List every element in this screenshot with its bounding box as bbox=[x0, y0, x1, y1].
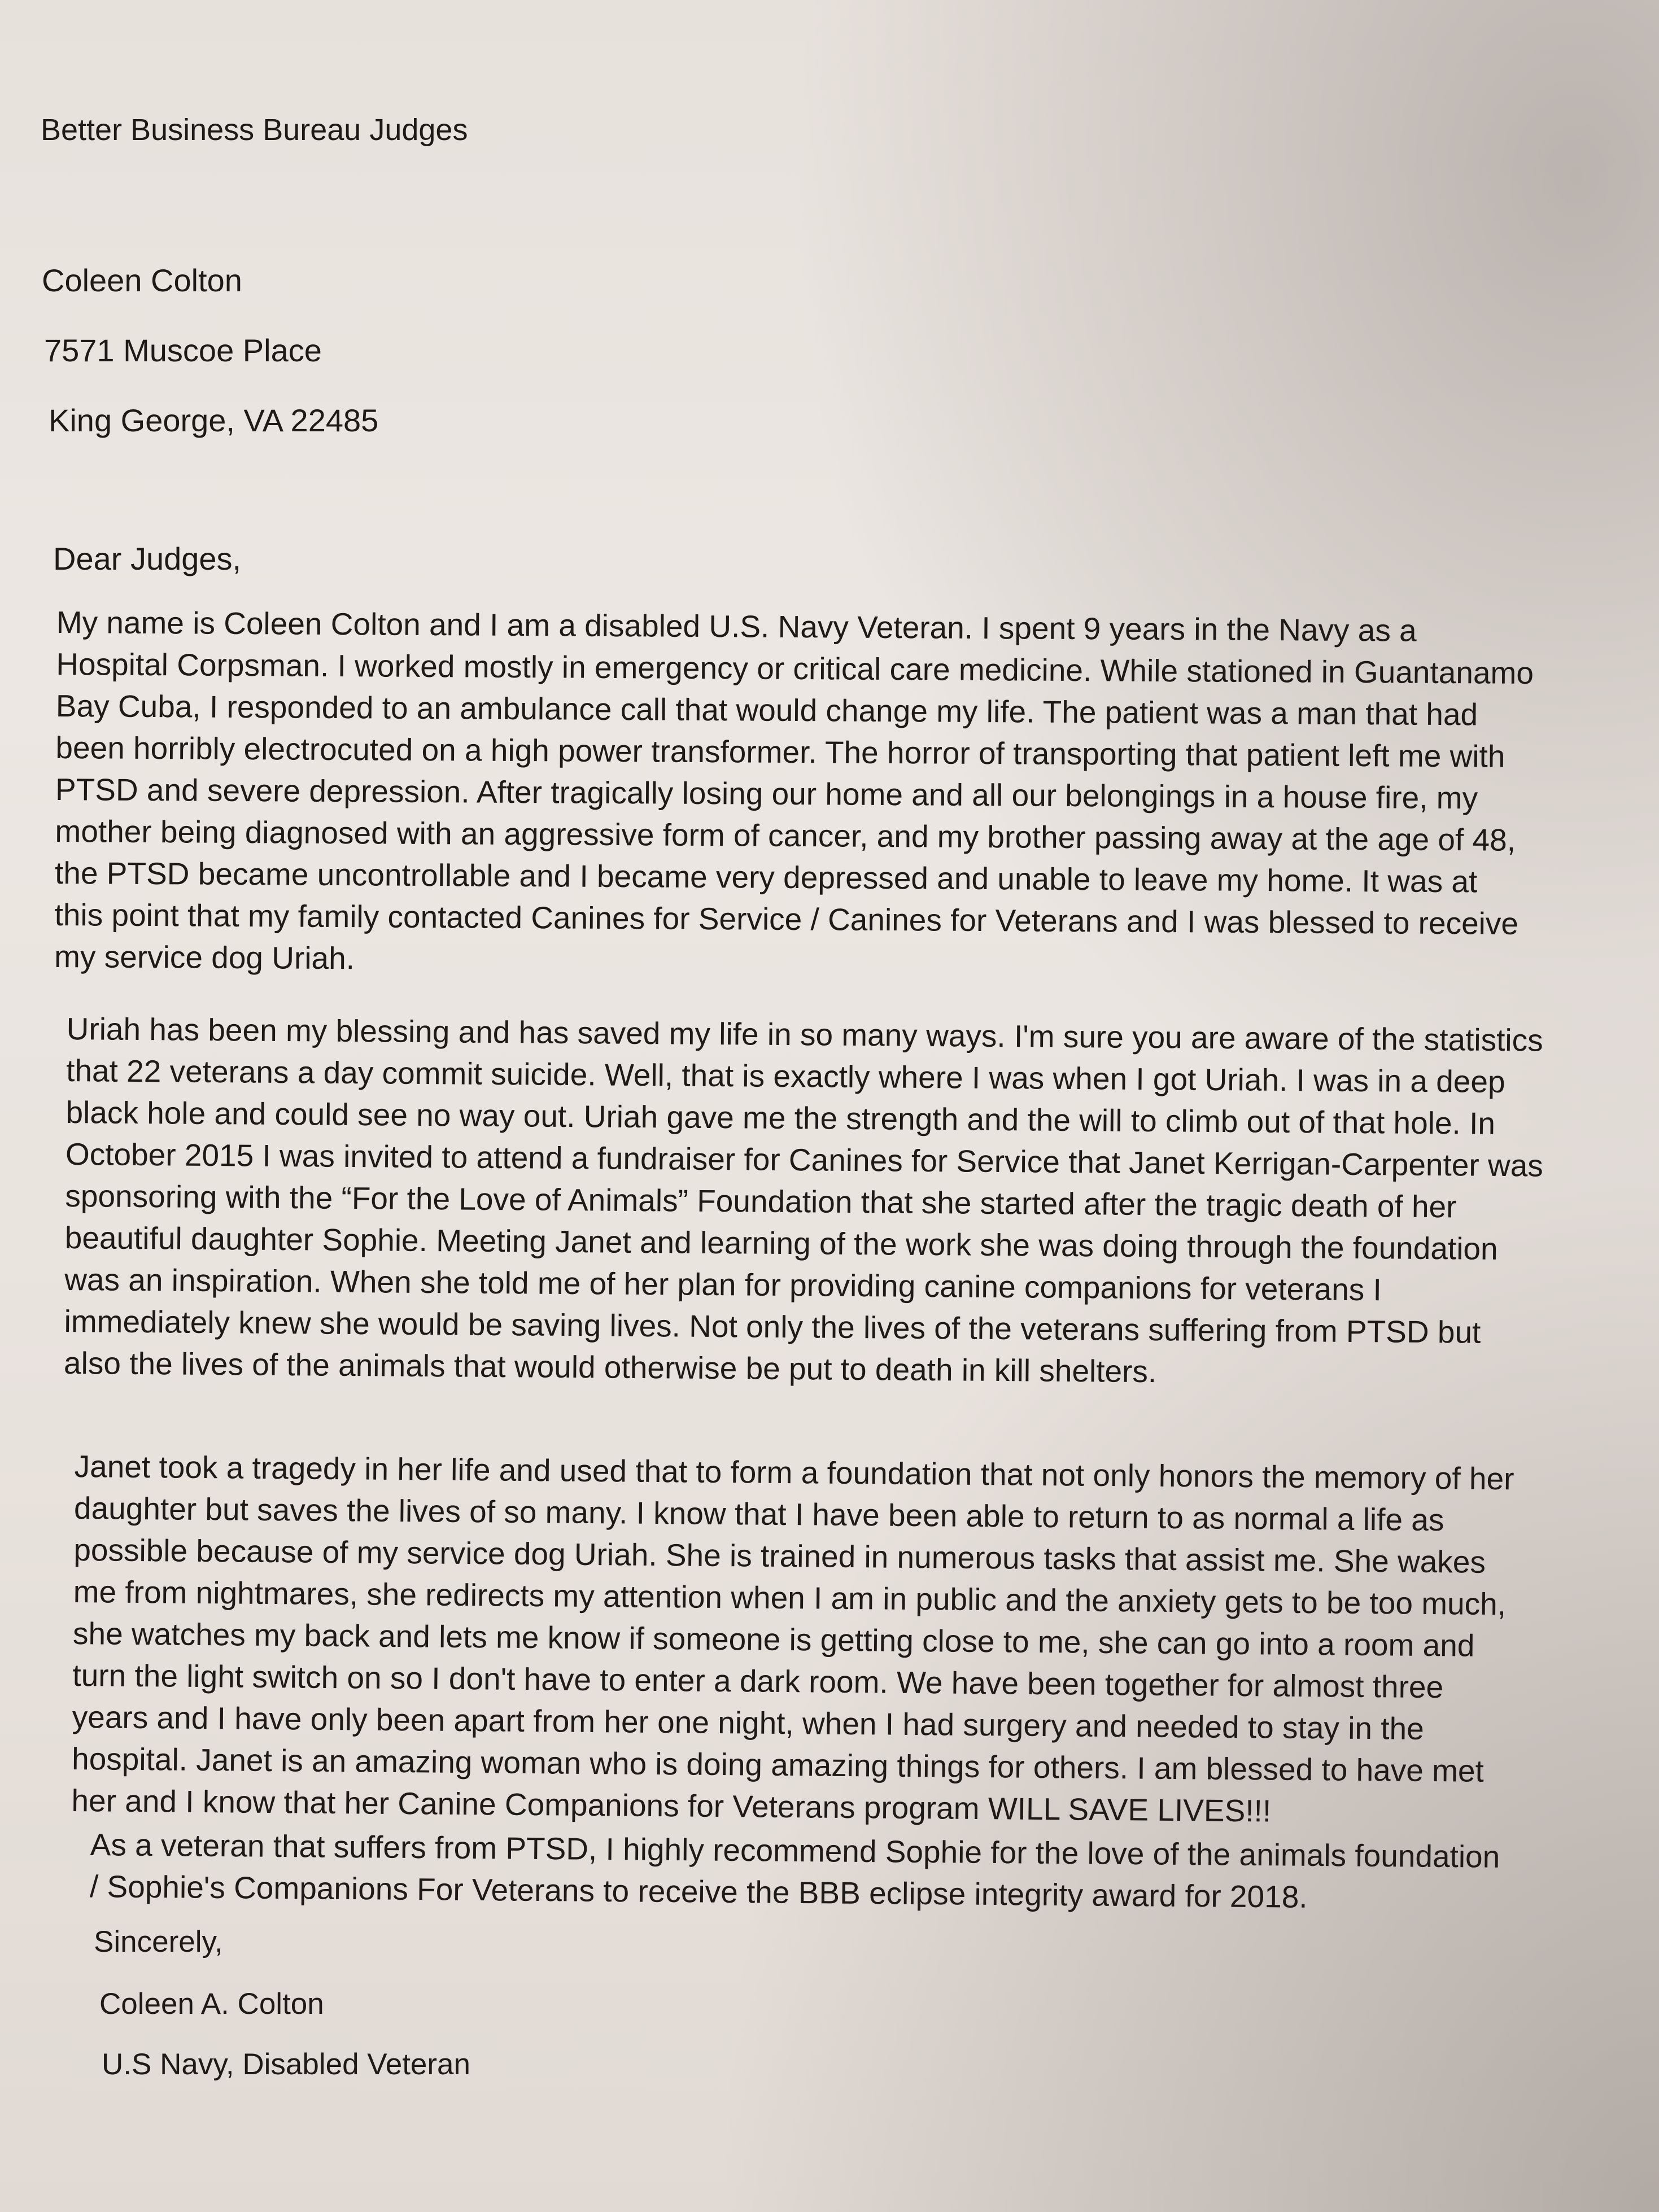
recipient-line: Better Business Bureau Judges bbox=[41, 113, 468, 147]
body-paragraph-4: As a veteran that suffers from PTSD, I highly recommend Sophie for the love of the animals foundation / Sophie's Companions For Veterans to receive the BBB eclipse integrity award for 2018. bbox=[89, 1826, 1500, 1914]
sender-street: 7571 Muscoe Place bbox=[44, 333, 322, 368]
salutation: Dear Judges, bbox=[53, 541, 242, 576]
body-paragraph-1: My name is Coleen Colton and I am a disabled U.S. Navy Veteran. I spent 9 years in the Navy as a Hospital Corpsman. I worked mostly in emergency or critical care medicine. While stationed in Guantanamo Bay Cuba, I responded to an ambulance call that would change my life. The patient was a man that had been horribly electrocuted on a high power transformer. The horror of transporting that patient left me with PTSD and severe depression. After tragically losing our home and all our belongings in a house fire, my mother being diagnosed with an aggressive form of cancer, and my brother passing away at the age of 48, the PTSD became uncontrollable and I became very depressed and unable to leave my home. It was at this point that my family contacted Canines for Service / Canines for Veterans and I was blessed to receive my service dog Uriah. bbox=[54, 604, 1534, 976]
body-paragraph-2: Uriah has been my blessing and has saved my life in so many ways. I'm sure you are aware of the statistics that 22 veterans a day commit suicide. Well, that is exactly where I was when I got Uriah. I was in a deep black hole and could see no way out. Uriah gave me the strength and the will to climb out of that hole. In October 2015 I was invited to attend a fundraiser for Canines for Service that Janet Kerrigan-Carpenter was sponsoring with the “For the Love of Animals” Foundation that she started after the tragic death of her beautiful daughter Sophie. Meeting Janet and learning of the work she was doing through the foundation was an inspiration. When she told me of her plan for providing canine companions for veterans I immediately knew she would be saving lives. Not only the lives of the veterans suffering from PTSD but also the lives of the animals that would otherwise be put to death in kill shelters. bbox=[63, 1011, 1544, 1389]
closing: Sincerely, bbox=[94, 1925, 223, 1959]
sender-city-state-zip: King George, VA 22485 bbox=[49, 403, 379, 438]
signature-title: U.S Navy, Disabled Veteran bbox=[102, 2048, 471, 2081]
body-paragraph-3: Janet took a tragedy in her life and used that to form a foundation that not only honors the memory of her daughter but saves the lives of so many. I know that I have been able to return to as normal a life as possible because of my service dog Uriah. She is trained in numerous tasks that assist me. She wakes me from nightmares, she redirects my attention when I am in public and the anxiety gets to be too much, she watches my back and lets me know if someone is getting close to me, she can go into a room and turn the light switch on so I don't have to enter a dark room. We have been together for almost three years and I have only been apart from her one night, when I had surgery and needed to stay in the hospital. Janet is an amazing woman who is doing amazing things for others. I am blessed to have met her and I know that her Canine Companions for Veterans program WILL SAVE LIVES!!! bbox=[71, 1448, 1514, 1829]
sender-name: Coleen Colton bbox=[42, 263, 242, 298]
signature-name: Coleen A. Colton bbox=[99, 1987, 324, 2021]
